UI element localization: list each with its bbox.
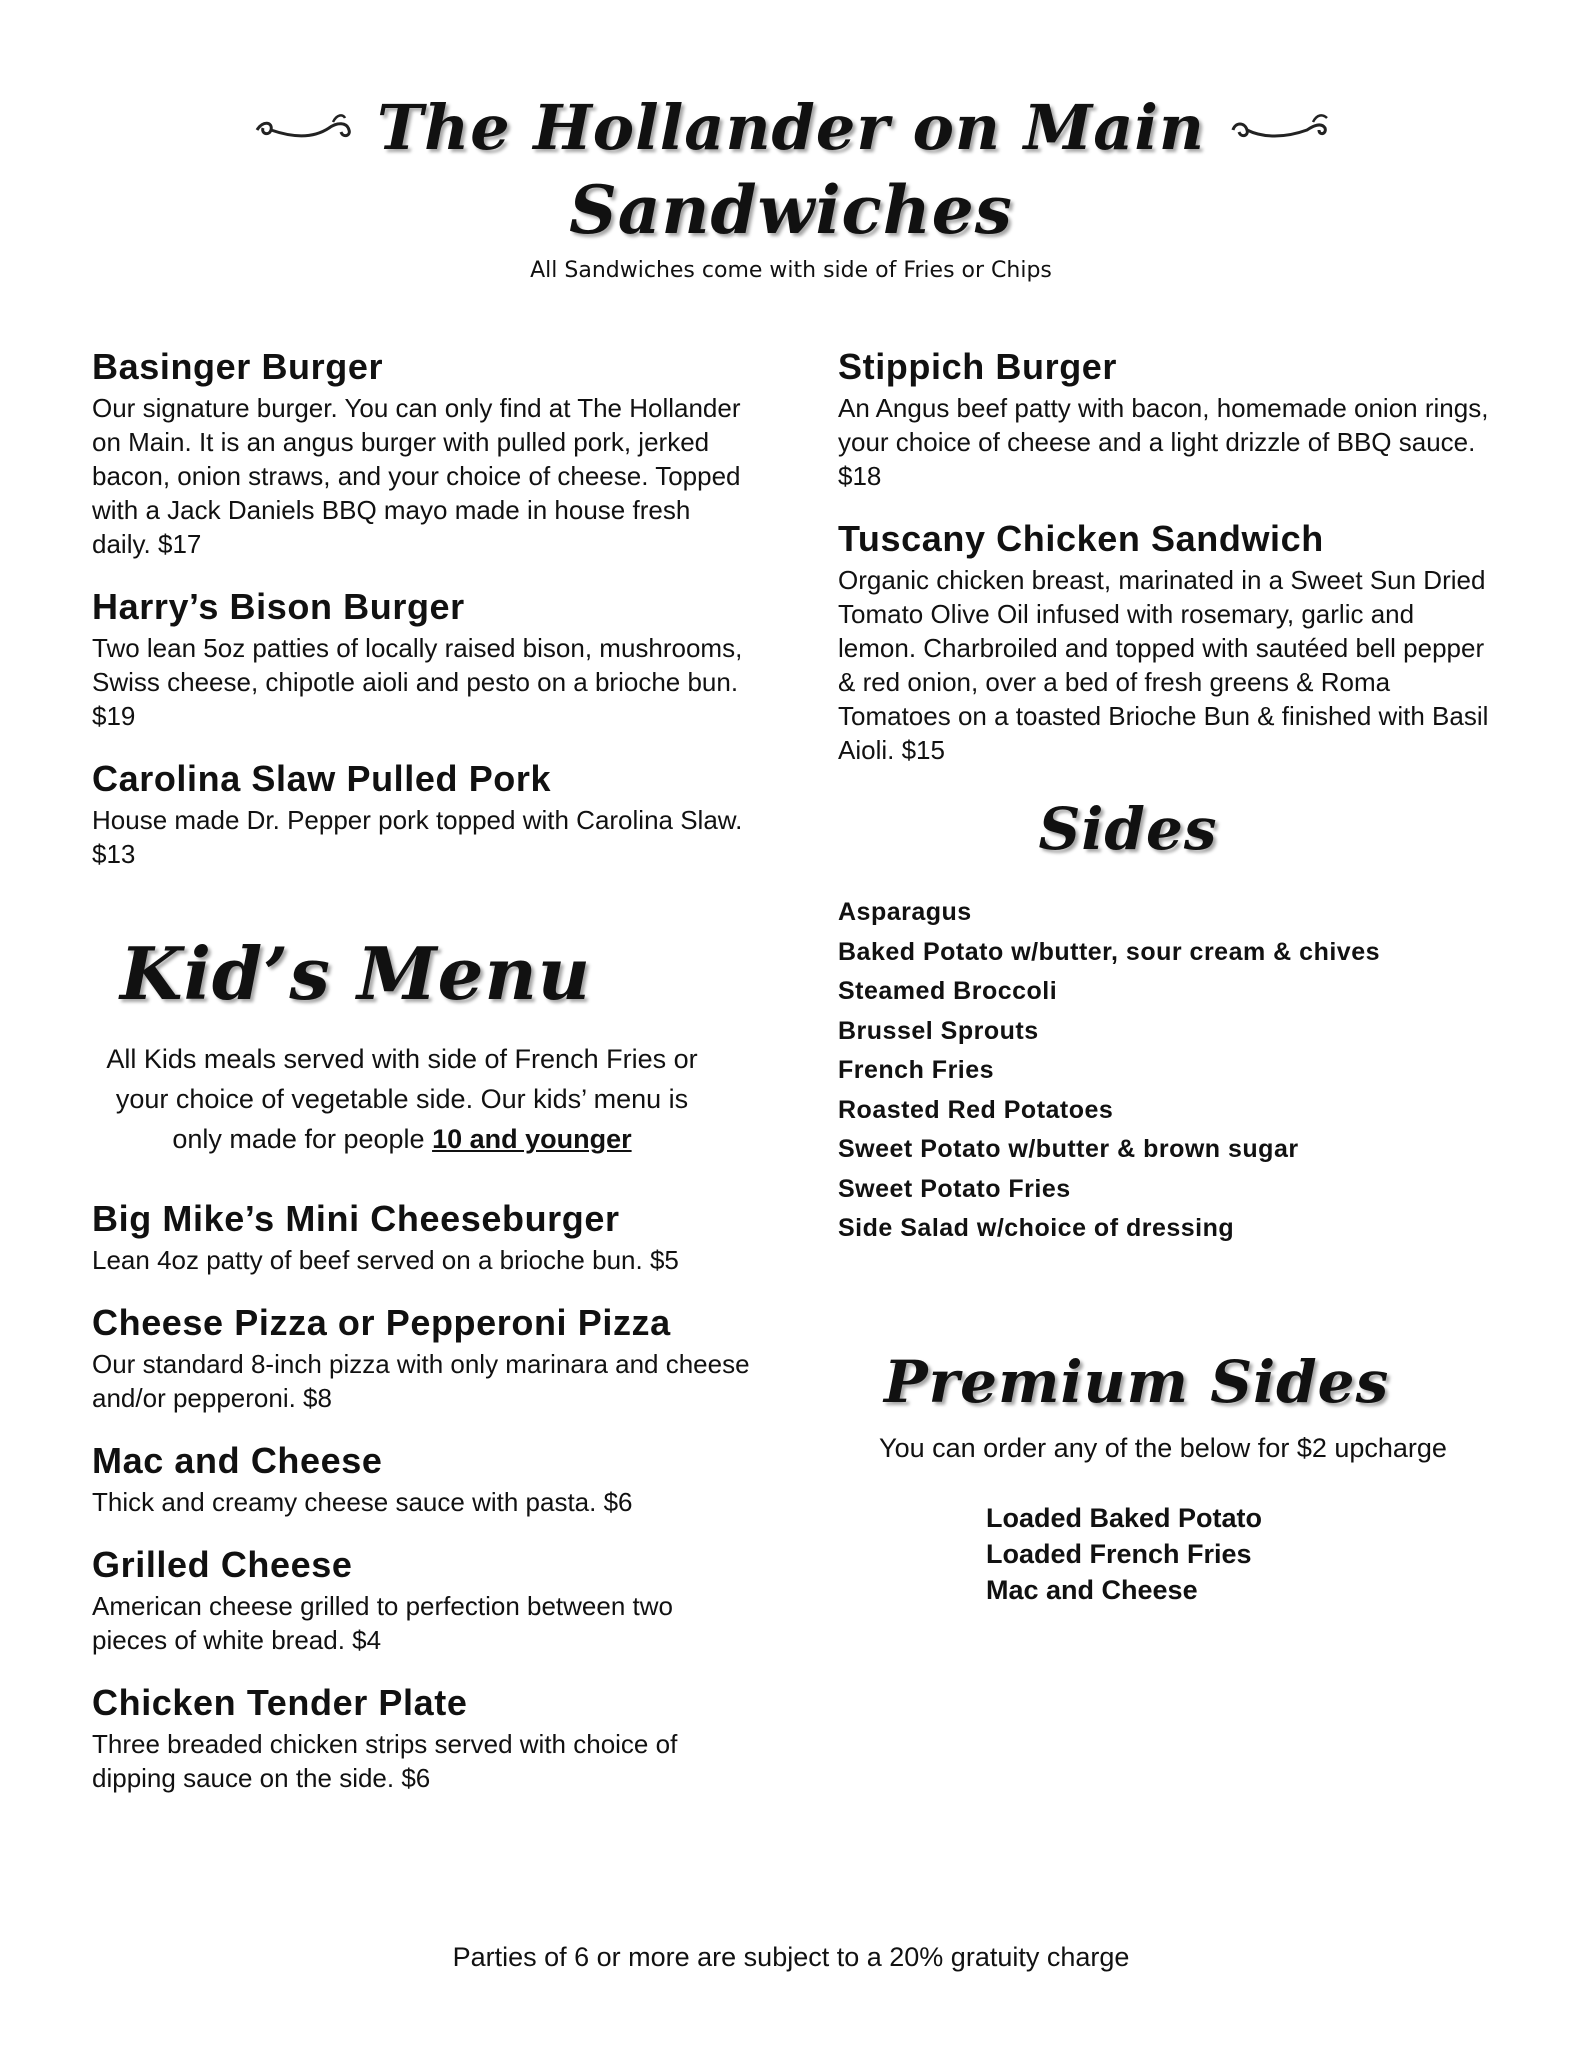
- side-item: Steamed Broccoli: [838, 977, 1058, 1005]
- item-name: Chicken Tender Plate: [92, 1682, 468, 1723]
- side-item: Asparagus: [838, 898, 972, 926]
- item-name: Tuscany Chicken Sandwich: [838, 518, 1324, 559]
- side-item: Sweet Potato Fries: [838, 1174, 1071, 1203]
- premium-sides-list: [986, 1500, 1498, 1608]
- menu-item: [92, 1543, 752, 1657]
- premium-side-item: Loaded Baked Potato: [986, 1502, 1263, 1533]
- item-description: Our signature burger. You can only find at The Hollander on Main. It is an angus burger with pulled pork, jerked bacon, onion straws, and your choice of cheese. Topped with a Jack Daniels BBQ mayo made in house fresh daily. $17: [92, 393, 741, 559]
- item-description: Two lean 5oz patties of locally raised bison, mushrooms, Swiss cheese, chipotle aioli and pesto on a brioche bun. $19: [92, 633, 743, 731]
- side-item: French Fries: [838, 1056, 995, 1084]
- menu-item: [92, 1681, 752, 1795]
- item-name: Grilled Cheese: [92, 1544, 353, 1585]
- item-name: Carolina Slaw Pulled Pork: [92, 758, 552, 799]
- sides-title: Sides: [1038, 795, 1218, 863]
- side-item: Side Salad w/choice of dressing: [838, 1214, 1235, 1242]
- item-name: Cheese Pizza or Pepperoni Pizza: [92, 1302, 671, 1343]
- kids-menu-intro: [92, 1039, 712, 1159]
- sandwiches-title: Sandwiches: [569, 171, 1013, 249]
- item-description: An Angus beef patty with bacon, homemade onion rings, your choice of cheese and a light drizzle of BBQ sauce. $18: [838, 393, 1489, 491]
- item-description: Our standard 8-inch pizza with only marinara and cheese and/or pepperoni. $8: [92, 1349, 750, 1413]
- side-item: Sweet Potato w/butter & brown sugar: [838, 1135, 1299, 1163]
- item-name: Mac and Cheese: [92, 1440, 383, 1481]
- title-row: [0, 88, 1582, 168]
- right-flourish-icon: [1223, 108, 1333, 148]
- sides-list: [838, 893, 1498, 1249]
- menu-item: [838, 517, 1498, 767]
- menu-item: [92, 757, 752, 871]
- menu-item: [92, 585, 752, 733]
- premium-side-item: Mac and Cheese: [986, 1574, 1198, 1605]
- side-item: Roasted Red Potatoes: [838, 1095, 1114, 1124]
- premium-sides-title: Premium Sides: [884, 1347, 1390, 1416]
- side-item: Brussel Sprouts: [838, 1016, 1039, 1045]
- sandwiches-subtitle: All Sandwiches come with side of Fries or Chips: [530, 258, 1052, 283]
- restaurant-name: The Hollander on Main: [376, 91, 1206, 164]
- kids-intro-text: All Kids meals served with side of French Fries or your choice of vegetable side. Our kids’ menu is only made for people: [106, 1044, 698, 1154]
- gratuity-footer: Parties of 6 or more are subject to a 20% gratuity charge: [452, 1942, 1130, 1972]
- right-column: [838, 345, 1498, 1608]
- menu-item: [838, 345, 1498, 493]
- premium-side-item: Loaded French Fries: [986, 1538, 1252, 1569]
- item-description: Organic chicken breast, marinated in a Sweet Sun Dried Tomato Olive Oil infused with rosemary, garlic and lemon. Charbroiled and topped with sautéed bell pepper & red onion, over a bed of fresh greens & Roma Tomatoes on a toasted Brioche Bun & finished with Basil Aioli. $15: [838, 565, 1489, 765]
- kids-menu-title: Kid’s Menu: [120, 931, 592, 1016]
- item-name: Big Mike’s Mini Cheeseburger: [92, 1198, 620, 1239]
- menu-item: [92, 345, 752, 561]
- kids-age-limit: 10 and younger: [432, 1124, 632, 1154]
- item-description: House made Dr. Pepper pork topped with Carolina Slaw. $13: [92, 805, 743, 869]
- item-name: Stippich Burger: [838, 346, 1118, 387]
- premium-sides-note: You can order any of the below for $2 upcharge: [879, 1432, 1447, 1463]
- item-description: Lean 4oz patty of beef served on a brioche bun. $5: [92, 1245, 679, 1275]
- menu-item: [92, 1197, 752, 1277]
- left-flourish-icon: [249, 108, 359, 148]
- menu-header: [0, 88, 1582, 283]
- item-description: American cheese grilled to perfection between two pieces of white bread. $4: [92, 1591, 673, 1655]
- left-column: [92, 345, 752, 1819]
- menu-item: [92, 1439, 752, 1519]
- side-item: Baked Potato w/butter, sour cream & chives: [838, 937, 1380, 966]
- item-name: Basinger Burger: [92, 346, 384, 387]
- item-description: Thick and creamy cheese sauce with pasta. $6: [92, 1487, 633, 1517]
- item-description: Three breaded chicken strips served with choice of dipping sauce on the side. $6: [92, 1729, 678, 1793]
- item-name: Harry’s Bison Burger: [92, 586, 465, 627]
- menu-item: [92, 1301, 752, 1415]
